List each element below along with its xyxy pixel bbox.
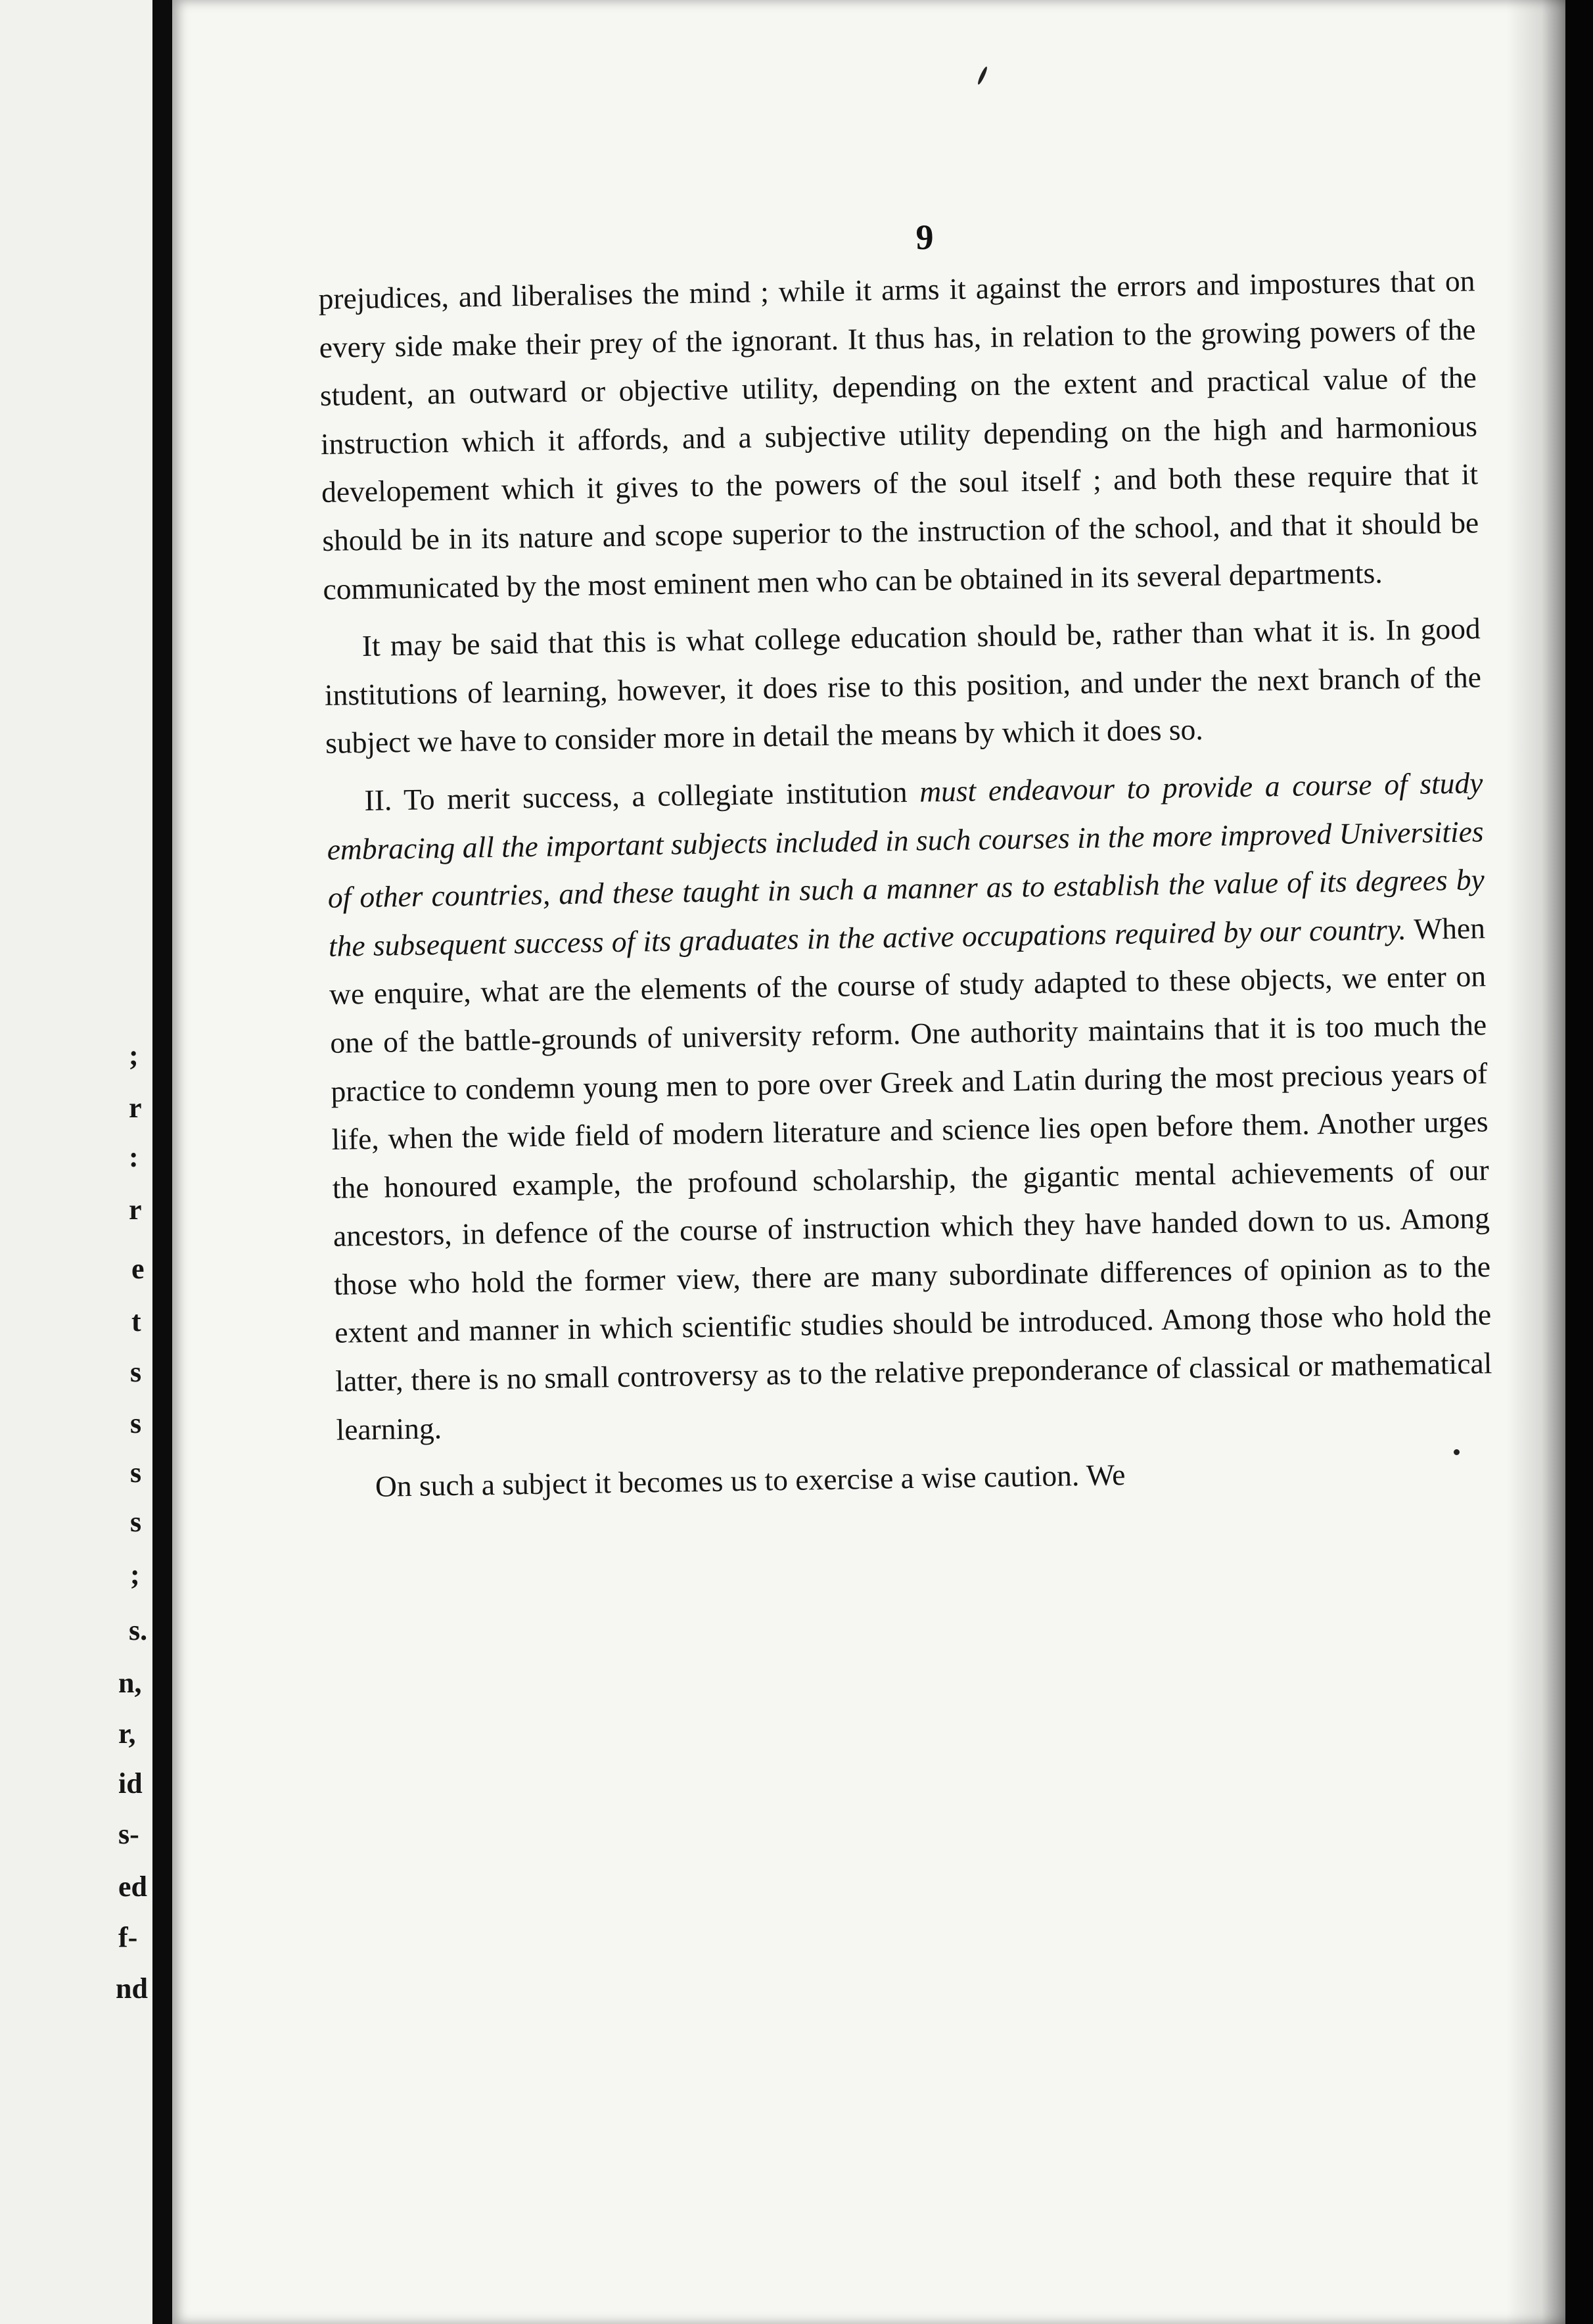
page-number: 9 <box>915 218 934 257</box>
paragraph-3-italic: must endeavour to provide a course of study embracing all the important subjects included in such courses in the more improved Universities of other countries, and these taught in such a manner as to establish the value of its degrees by the subsequent success of its graduates in the active occupations required by our country. <box>327 766 1485 963</box>
left-fragment: r, <box>118 1717 136 1750</box>
left-fragment: r <box>129 1194 142 1226</box>
paragraph-3-rest: When we enquire, what are the elements of the course of study adapted to these objects, we enter on one of the battle-grounds of university reform. One authority maintains that it is too much the practice to condemn young men to pore over Greek and Latin during the most precious years of life, when the wide field of modern literature and science lies open before them. Another urges the honoured example, the profound scholarship, the gigantic mental achievements of our ancestors, in defence of the course of instruction which they have handed down to us. Among those who hold the former view, there are many subordinate differences of opinion as to the extent and manner in which scientific studies should be introduced. Among those who hold the latter, there is no small controversy as to the relative preponderance of classical or mathematical learning. <box>329 910 1492 1447</box>
left-fragment: s <box>130 1356 142 1388</box>
paragraph-4: On such a subject it becomes us to exercise a wise caution. We <box>375 1458 1126 1504</box>
right-background <box>1565 0 1593 2324</box>
paragraph-2: It may be said that this is what college education should be, rather than what it is. In good institutions of learning, however, it does rise to this position, and under the next branch of the subject we have to consider more in detail the means by which it does so. <box>324 611 1482 760</box>
left-page-sliver <box>0 0 152 2324</box>
book-gutter <box>152 0 173 2324</box>
scan-speck <box>1454 1449 1460 1455</box>
paragraph-1: prejudices, and liberalises the mind ; while it arms it against the errors and impostures that on every side make their prey of the ignorant. It thus has, in relation to the growing powers of the student, an outward or objective utility, depending on the extent and practical value of the instruction which it affords, and a subjective utility depending on the high and harmonious developement which it gives to the powers of the soul itself ; and both these require that it should be in its nature and scope superior to the instruction of the school, and that it should be communicated by the most eminent men who can be obtained in its several departments. <box>318 264 1479 606</box>
scan-speck <box>977 66 988 85</box>
left-fragment: s <box>130 1506 142 1538</box>
left-fragment: s- <box>118 1818 139 1850</box>
left-fragment: : <box>129 1141 139 1173</box>
left-fragment: e <box>131 1253 145 1285</box>
left-fragment: ; <box>130 1558 140 1591</box>
left-fragment: ; <box>129 1039 139 1071</box>
left-fragment: t <box>131 1305 141 1337</box>
left-fragment: f- <box>118 1921 138 1953</box>
page-edge-shadow <box>1506 0 1565 2324</box>
left-fragment: nd <box>116 1972 148 2005</box>
body-text <box>318 256 1494 1520</box>
left-fragment: r <box>129 1092 142 1124</box>
left-fragment: s. <box>129 1614 148 1646</box>
paragraph-3-lead: II. To merit success, a collegiate institution <box>364 774 920 817</box>
left-fragment: ed <box>118 1871 147 1903</box>
left-fragment: s <box>130 1407 142 1439</box>
left-fragment: n, <box>118 1667 142 1699</box>
left-fragment: s <box>130 1456 142 1489</box>
left-page-fragments <box>0 0 152 2324</box>
page <box>172 0 1565 2324</box>
left-fragment: id <box>118 1767 143 1800</box>
paragraph-3 <box>326 758 1493 1454</box>
